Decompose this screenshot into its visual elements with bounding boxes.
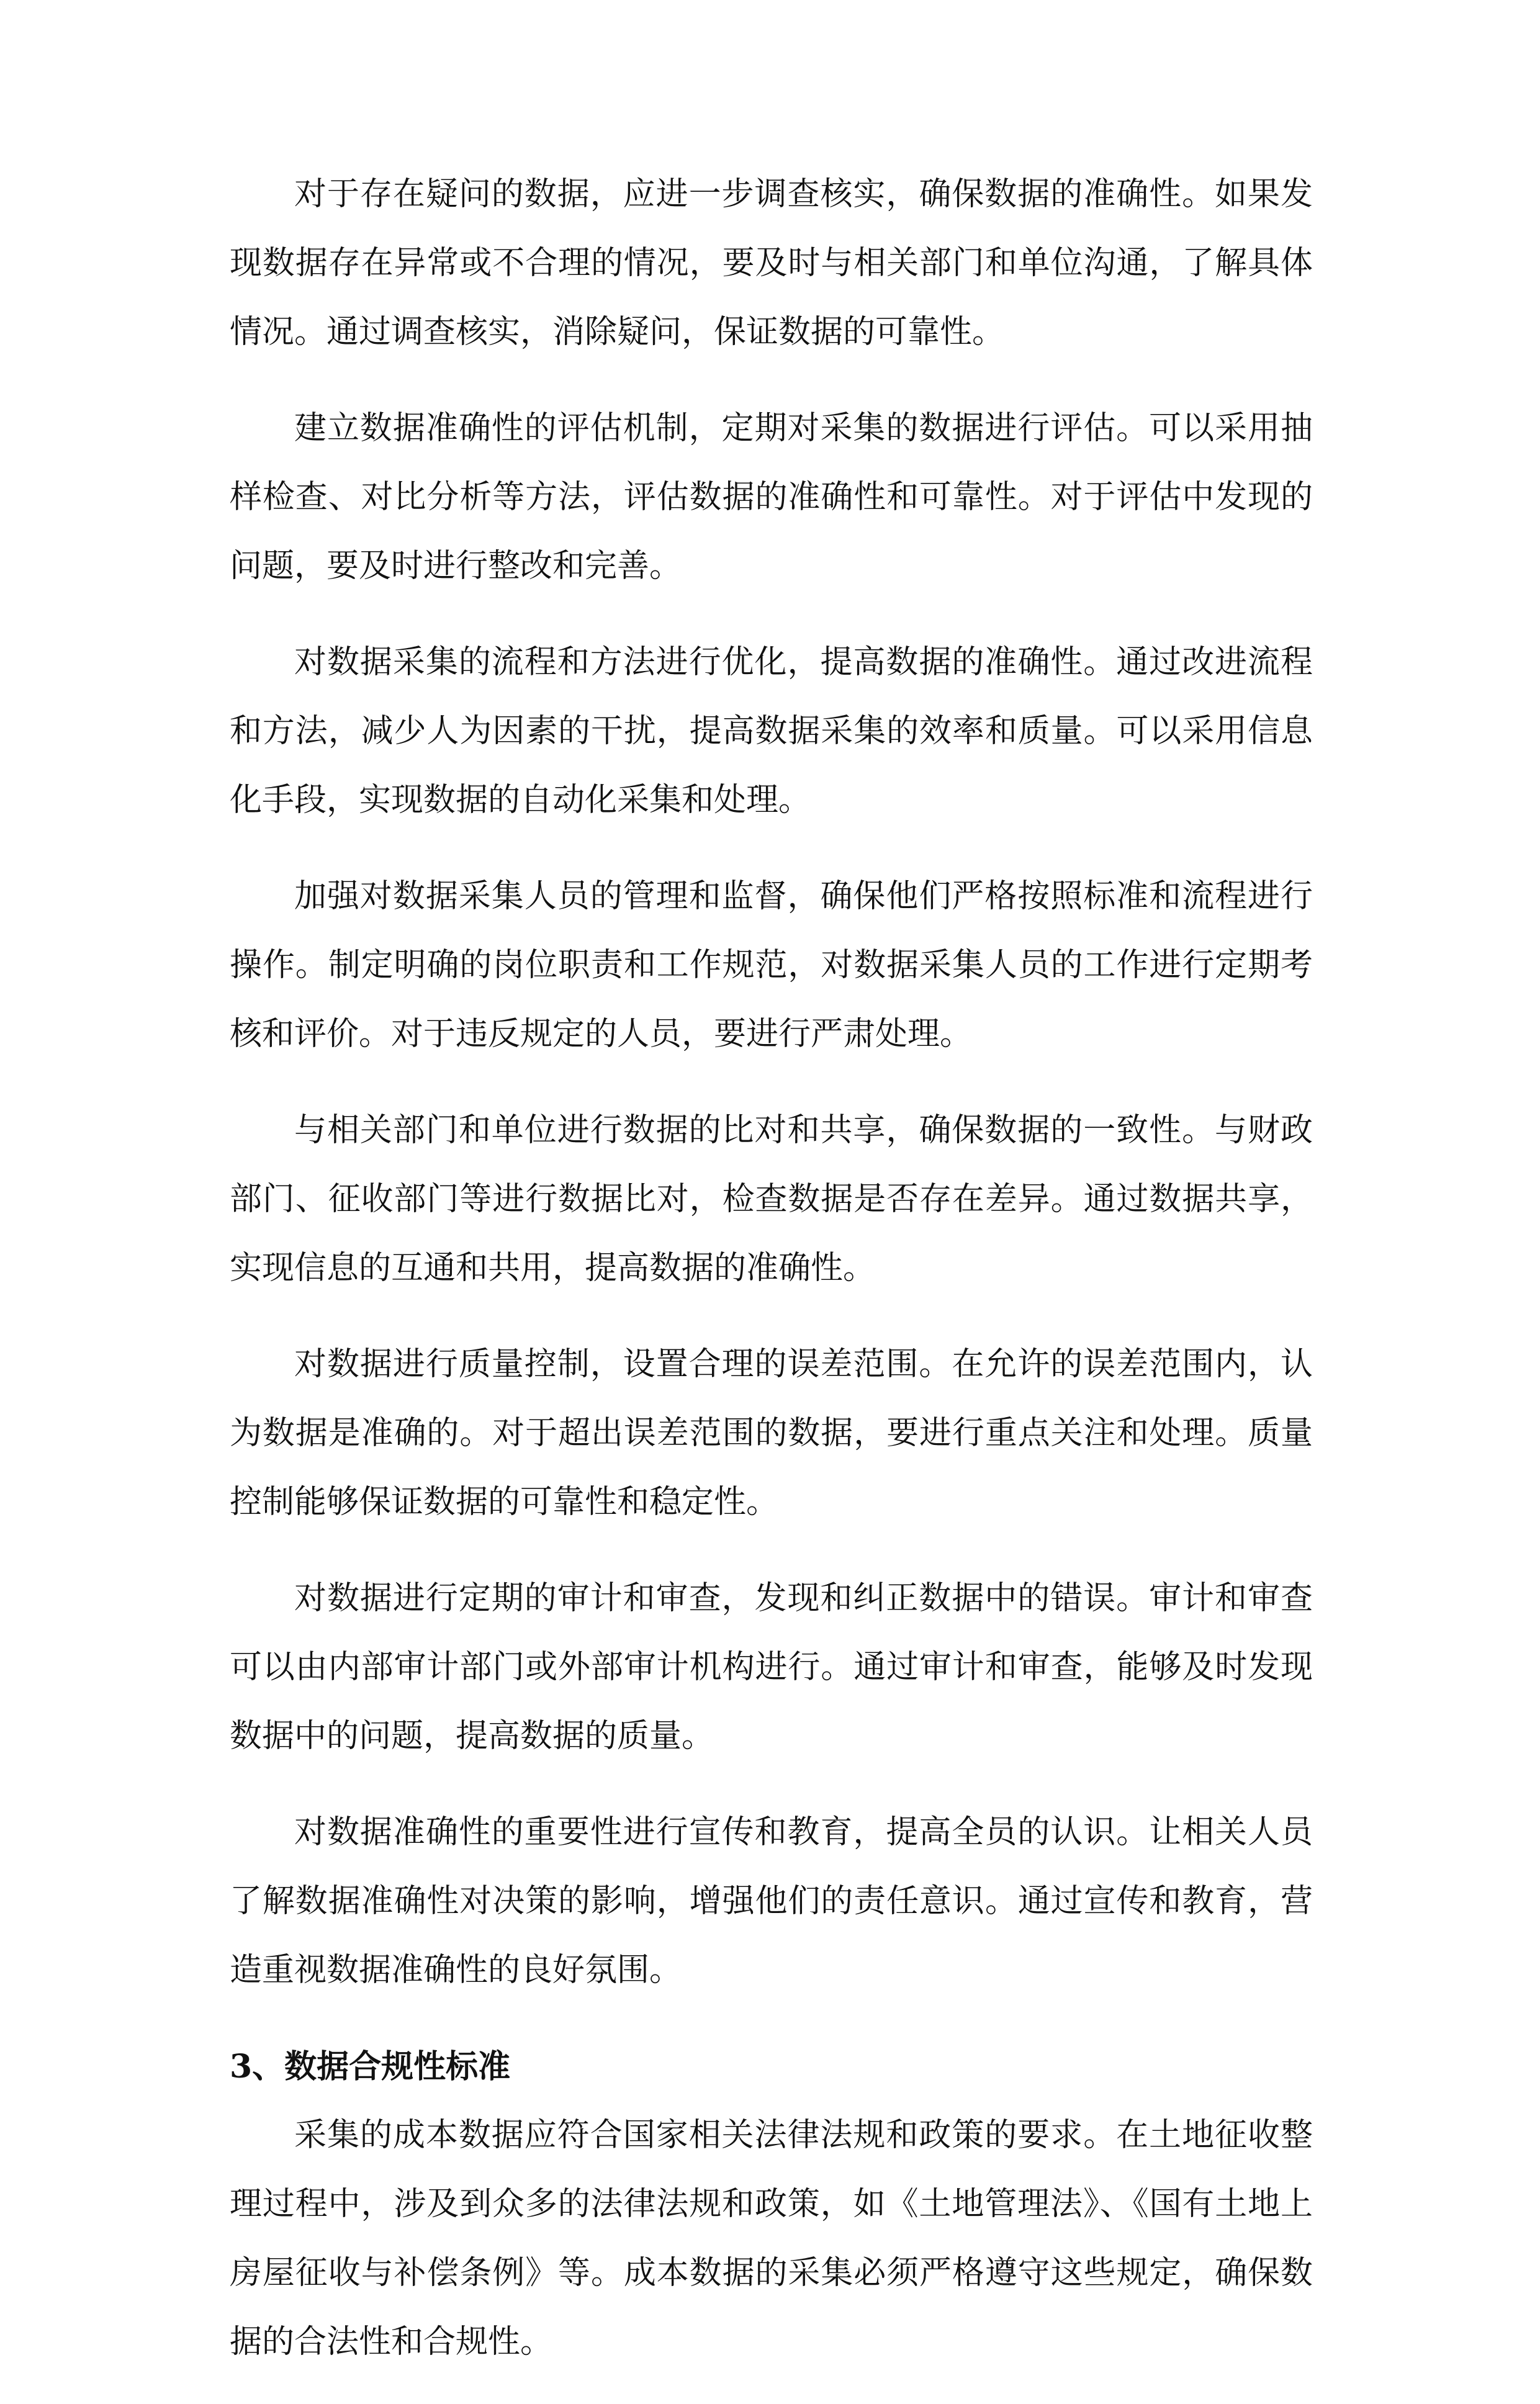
paragraph-staff-management: 加强对数据采集人员的管理和监督，确保他们严格按照标准和流程进行操作。制定明确的岗位职责和工作规范，对数据采集人员的工作进行定期考核和评价。对于违反规定的人员，要进行严肃处理。 [230,878,1313,1053]
paragraph-publicity-education: 对数据准确性的重要性进行宣传和教育，提高全员的认识。让相关人员了解数据准确性对决策的影响，增强他们的责任意识。通过宣传和教育，营造重视数据准确性的良好氛围。 [230,1814,1313,1989]
paragraph-verify-doubtful-data: 对于存在疑问的数据，应进一步调查核实，确保数据的准确性。如果发现数据存在异常或不合理的情况，要及时与相关部门和单位沟通，了解具体情况。通过调查核实，消除疑问，保证数据的可靠性。 [230,176,1313,351]
document-page [230,160,1313,2404]
paragraph-quality-control: 对数据进行质量控制，设置合理的误差范围。在允许的误差范围内，认为数据是准确的。对于超出误差范围的数据，要进行重点关注和处理。质量控制能够保证数据的可靠性和稳定性。 [230,1346,1313,1521]
paragraph-audit-review: 对数据进行定期的审计和审查，发现和纠正数据中的错误。审计和审查可以由内部审计部门或外部审计机构进行。通过审计和审查，能够及时发现数据中的问题，提高数据的质量。 [230,1580,1313,1755]
paragraph-accuracy-evaluation: 建立数据准确性的评估机制，定期对采集的数据进行评估。可以采用抽样检查、对比分析等方法，评估数据的准确性和可靠性。对于评估中发现的问题，要及时进行整改和完善。 [230,410,1313,585]
paragraph-data-comparison-sharing: 与相关部门和单位进行数据的比对和共享，确保数据的一致性。与财政部门、征收部门等进行数据比对，检查数据是否存在差异。通过数据共享，实现信息的互通和共用，提高数据的准确性。 [230,1112,1313,1287]
paragraph-process-optimization: 对数据采集的流程和方法进行优化，提高数据的准确性。通过改进流程和方法，减少人为因素的干扰，提高数据采集的效率和质量。可以采用信息化手段，实现数据的自动化采集和处理。 [230,644,1313,819]
paragraph-legal-compliance: 采集的成本数据应符合国家相关法律法规和政策的要求。在土地征收整理过程中，涉及到众多的法律法规和政策，如《土地管理法》、《国有土地上房屋征收与补偿条例》等。成本数据的采集必须严格遵守这些规定，确保数据的合法性和合规性。 [230,2117,1313,2361]
section-heading-compliance: 3、数据合规性标准 [230,2048,511,2086]
